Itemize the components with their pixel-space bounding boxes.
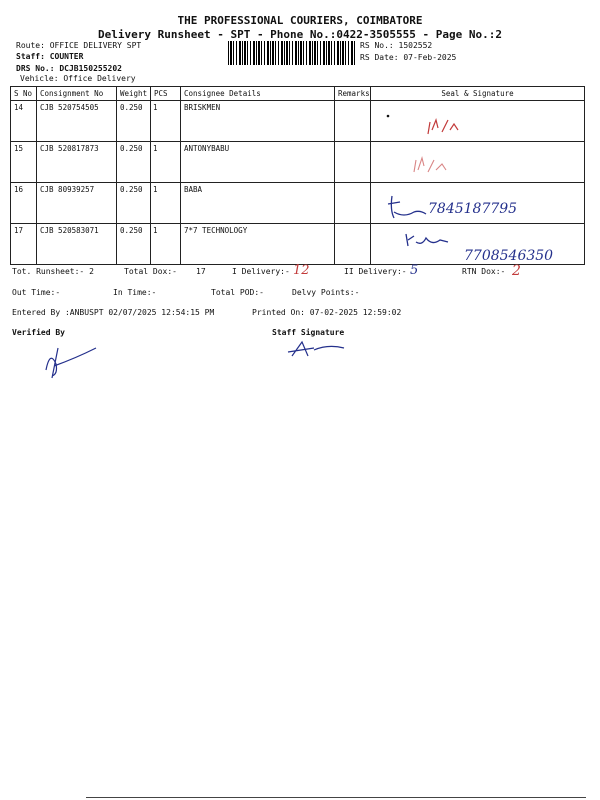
runsheet-title: Delivery Runsheet - SPT - Phone No.:0422-3505555 - Page No.:2 — [98, 28, 502, 41]
dot-mark — [387, 115, 390, 118]
handwritten-phone-row17: 7708546350 — [464, 248, 554, 264]
red-signature-row15 — [414, 158, 446, 172]
cell-consignee: ANTONYBABU — [181, 142, 335, 183]
cell-consignment: CJB 80939257 — [37, 183, 117, 224]
cell-remarks — [335, 183, 371, 224]
in-time: In Time:- — [113, 288, 157, 297]
cell-pcs: 1 — [151, 142, 181, 183]
printed-on: Printed On: 07-02-2025 12:59:02 — [252, 308, 402, 317]
delivery-points: Delvy Points:- — [292, 288, 360, 297]
rs-number: RS No.: 1502552 — [360, 41, 433, 50]
handwritten-phone-row16: 7845187795 — [428, 201, 518, 217]
route-line: Route: OFFICE DELIVERY SPT — [16, 41, 142, 50]
verified-by-label: Verified By — [12, 328, 65, 337]
cell-consignment: CJB 520817873 — [37, 142, 117, 183]
cell-sno: 17 — [11, 224, 37, 265]
col-header-sno: S No — [11, 87, 37, 101]
cell-weight: 0.250 — [117, 142, 151, 183]
i-delivery-value: 12 — [293, 263, 310, 278]
blue-signature-row17 — [406, 234, 448, 246]
company-name: THE PROFESSIONAL COURIERS, COIMBATORE — [177, 14, 423, 27]
cell-remarks — [335, 142, 371, 183]
ii-delivery-label: II Delivery:- — [344, 267, 407, 276]
rtn-dox-label: RTN Dox:- — [462, 267, 506, 276]
staff-signature — [284, 334, 364, 364]
barcode — [228, 41, 356, 65]
total-dox-value: 17 — [196, 267, 206, 276]
cell-consignee: BABA — [181, 183, 335, 224]
rtn-dox-value: 2 — [512, 263, 521, 279]
col-header-consignee: Consignee Details — [181, 87, 335, 101]
table-header-row — [11, 87, 585, 101]
col-header-remarks: Remarks — [335, 87, 371, 101]
drs-number: DRS No.: DCJB150255202 — [16, 64, 122, 73]
cell-sno: 15 — [11, 142, 37, 183]
cell-pcs: 1 — [151, 224, 181, 265]
cell-consignee: BRISKMEN — [181, 101, 335, 142]
out-time: Out Time:- — [12, 288, 61, 297]
cell-sno: 16 — [11, 183, 37, 224]
cell-pcs: 1 — [151, 101, 181, 142]
cell-remarks — [335, 224, 371, 265]
cell-consignee: 7*7 TECHNOLOGY — [181, 224, 335, 265]
col-header-pcs: PCS — [151, 87, 181, 101]
cell-weight: 0.250 — [117, 224, 151, 265]
vehicle-line: Vehicle: Office Delivery — [20, 74, 136, 83]
total-dox-label: Total Dox:- — [124, 267, 177, 276]
rs-date: RS Date: 07-Feb-2025 — [360, 53, 457, 62]
staff-line: Staff: COUNTER — [16, 52, 84, 61]
cell-consignment: CJB 520754505 — [37, 101, 117, 142]
total-runsheet: Tot. Runsheet:- 2 — [12, 267, 94, 276]
cell-sno: 14 — [11, 101, 37, 142]
entered-by: Entered By :ANBUSPT 02/07/2025 12:54:15 PM — [12, 308, 215, 317]
col-header-seal-signature: Seal & Signature — [371, 87, 585, 101]
red-signature-row14 — [428, 120, 458, 134]
col-header-consignment: Consignment No — [37, 87, 117, 101]
col-header-weight: Weight — [117, 87, 151, 101]
i-delivery-label: I Delivery:- — [232, 267, 290, 276]
page-bottom-edge — [86, 797, 586, 798]
cell-pcs: 1 — [151, 183, 181, 224]
verified-by-signature — [36, 340, 116, 390]
cell-weight: 0.250 — [117, 101, 151, 142]
cell-remarks — [335, 101, 371, 142]
cell-consignment: CJB 520583071 — [37, 224, 117, 265]
blue-signature-row16 — [388, 196, 426, 218]
cell-weight: 0.250 — [117, 183, 151, 224]
staff-signature-label: Staff Signature — [272, 328, 345, 337]
ii-delivery-value: 5 — [410, 263, 419, 278]
total-pod: Total POD:- — [211, 288, 264, 297]
